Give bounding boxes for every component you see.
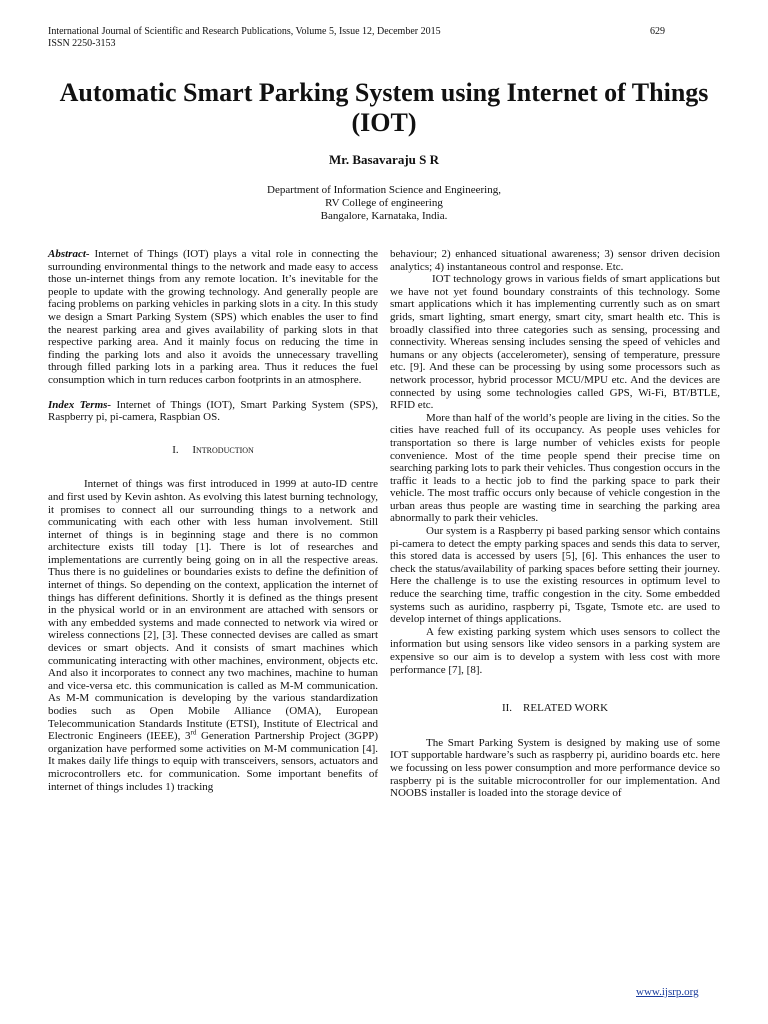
- superscript-rd: rd: [190, 728, 197, 737]
- affiliation-department: Department of Information Science and Engineering,: [267, 184, 501, 196]
- index-terms: [48, 399, 378, 424]
- section-title: Introduction: [192, 443, 254, 456]
- index-terms-label: Index Terms-: [48, 398, 112, 411]
- paragraph-our-system: Our system is a Raspberry pi based parking sensor which contains pi-camera to detect the empty parking spaces and sends this data to server, this stored data is accessed by users [5], [6]. This enhances the user to check the status/availability of parking spaces before setting their journey. Here the challenge is to use the existing resources in optimum level to reduce the searching time, traffic congestion in the city. Some embedded systems such as auridino, raspberry pi, Tsgate, Tsmote etc. are used to develop internet of things applications.: [390, 525, 720, 626]
- section-title: RELATED WORK: [523, 702, 609, 715]
- abstract-text: Internet of Things (IOT) plays a vital role in connecting the surrounding environmental things to the network and made easy to access those un-internet things from any remote location. It’s inevitable for the people to update with the growing technology. And generally people are facing problems on parking vehicles in parking slots in a city. In this study we design a Smart Parking System (SPS) which enables the user to find the nearest parking area and gives availability of parking slots in that respective parking area. And it mainly focus on reducing the time in finding the parking lots and also it avoids the unnecessary travelling through filled parking lots in a parking area. Thus it reduces the fuel consumption which in turn reduces carbon footprints in an atmosphere.: [48, 248, 378, 386]
- affiliation: [40, 184, 728, 223]
- paper-title: Automatic Smart Parking System using Internet of Things (IOT): [59, 78, 709, 137]
- author-name: Mr. Basavaraju S R: [328, 152, 440, 167]
- paragraph-existing-systems: A few existing parking system which uses sensors to collect the information but using sensors like video sensors in a parking system are expensive so our aim is to develop a system with less cost with more performance [7], [8].: [390, 625, 720, 676]
- paragraph-iot-growth: IOT technology grows in various fields of smart applications but we have not yet found boundary constraints of this technology. Some smart applications which it has implementing currently such as on smart grids, smart lighting, smart energy, smart city, smart health etc. This is broadly classified into three categories such as sensing, processing and connectivity. Whereas sensing includes sensing the speed of vehicles and humans or any objects (accelerometer), sensing of temperature, pressure etc. [9]. And these can be processing by using some processors such as network processor, hybrid processor MCU/MPU etc. And the devices are connected by using some technologies called GPS, Wi-Fi, BT/BTLE, RFID etc.: [390, 273, 720, 412]
- abstract-label: Abstract-: [48, 248, 90, 260]
- intro-paragraph: [48, 478, 378, 793]
- journal-header: [48, 26, 441, 50]
- intro-text-part2: Generation Partnership Project (3GPP) organization have performed some activities on M-M communication [4]. It makes daily life things to equip with transceivers, sensors, actuators and microcontrollers etc. for communication. Some important benefits of internet of things includes 1) tracking: [48, 730, 378, 793]
- abstract: [48, 248, 378, 387]
- page-number: 629: [650, 26, 665, 37]
- left-column: [48, 248, 378, 793]
- intro-text-part1: Internet of things was first introduced in 1999 at auto-ID centre and first used by Kevin ashton. As evolving this latest burning technology, it promises to connect all our surrounding things to a network and communicating with each other with less human involvement. Still internet of things is in beginning stage and there is no common architecture exists till today [1]. There is lot of researches and implementations are currently being going on in all the respective areas. Thus there is no guidelines or boundaries exists to define the definition of internet of things. So depending on the context, application the internet of things has different definitions. Shortly it is defined as the things present in the physical world or in an environment are attached with sensors or with any embedded systems and made connected to network via wired or wireless connections [2], [3]. These connected devises are called as smart devices or smart objects. And it consists of smart machines which communicating interacting with other machines, environment, objects etc. And also it incorporates to connect any two machines, machine to human and vice-versa etc. this communication is called as M-M communication. As M-M communication is developing by the various standardization bodies such as Open Mobile Alliance (OMA), European Telecommunication Standards Institute (ETSI), Institute of Electrical and Electronic Engineers (IEEE), 3: [48, 478, 378, 743]
- journal-line: International Journal of Scientific and Research Publications, Volume 5, Issue 12, December 2015: [48, 26, 441, 37]
- index-terms-text: Internet of Things (IOT), Smart Parking System (SPS), Raspberry pi, pi-camera, Raspbian OS.: [48, 398, 378, 424]
- affiliation-college: RV College of engineering: [325, 197, 443, 209]
- section-numeral: I.: [172, 443, 179, 456]
- right-column: [390, 248, 720, 800]
- paragraph-related-work: The Smart Parking System is designed by making use of some IOT supportable hardware’s such as raspberry pi, auridino boards etc. here we focussing on less power consumption and more performance device so raspberry pi is the suitable microcontroller for our implementation. And NOOBS installer is loaded into the storage device of: [390, 736, 720, 800]
- section-heading-introduction: [48, 444, 378, 457]
- paragraph-continuation: behaviour; 2) enhanced situational awareness; 3) sensor driven decision analytics; 4) instantaneous control and response. Etc.: [390, 248, 720, 273]
- footer-url-link[interactable]: www.ijsrp.org: [636, 986, 699, 998]
- section-numeral: II.: [501, 702, 513, 715]
- affiliation-location: Bangalore, Karnataka, India.: [320, 210, 448, 222]
- section-heading-related-work: [390, 702, 720, 715]
- paragraph-world-population: More than half of the world’s people are living in the cities. So the cities have reached full of its occupancy. As people uses vehicles for transportation so there is large number of vehicles exists for people convenience. Most of the time people spend their precise time on searching parking lots to park their vehicles. Thus congestion occurs in the traffic it leads to a hectic job to find the parking space to park their vehicle. The most traffic occurs only because of vehicle congestion in the urban areas thus people are wasting time in searching the parking area abnormally to park their vehicles.: [390, 411, 720, 525]
- issn: ISSN 2250-3153: [48, 38, 116, 49]
